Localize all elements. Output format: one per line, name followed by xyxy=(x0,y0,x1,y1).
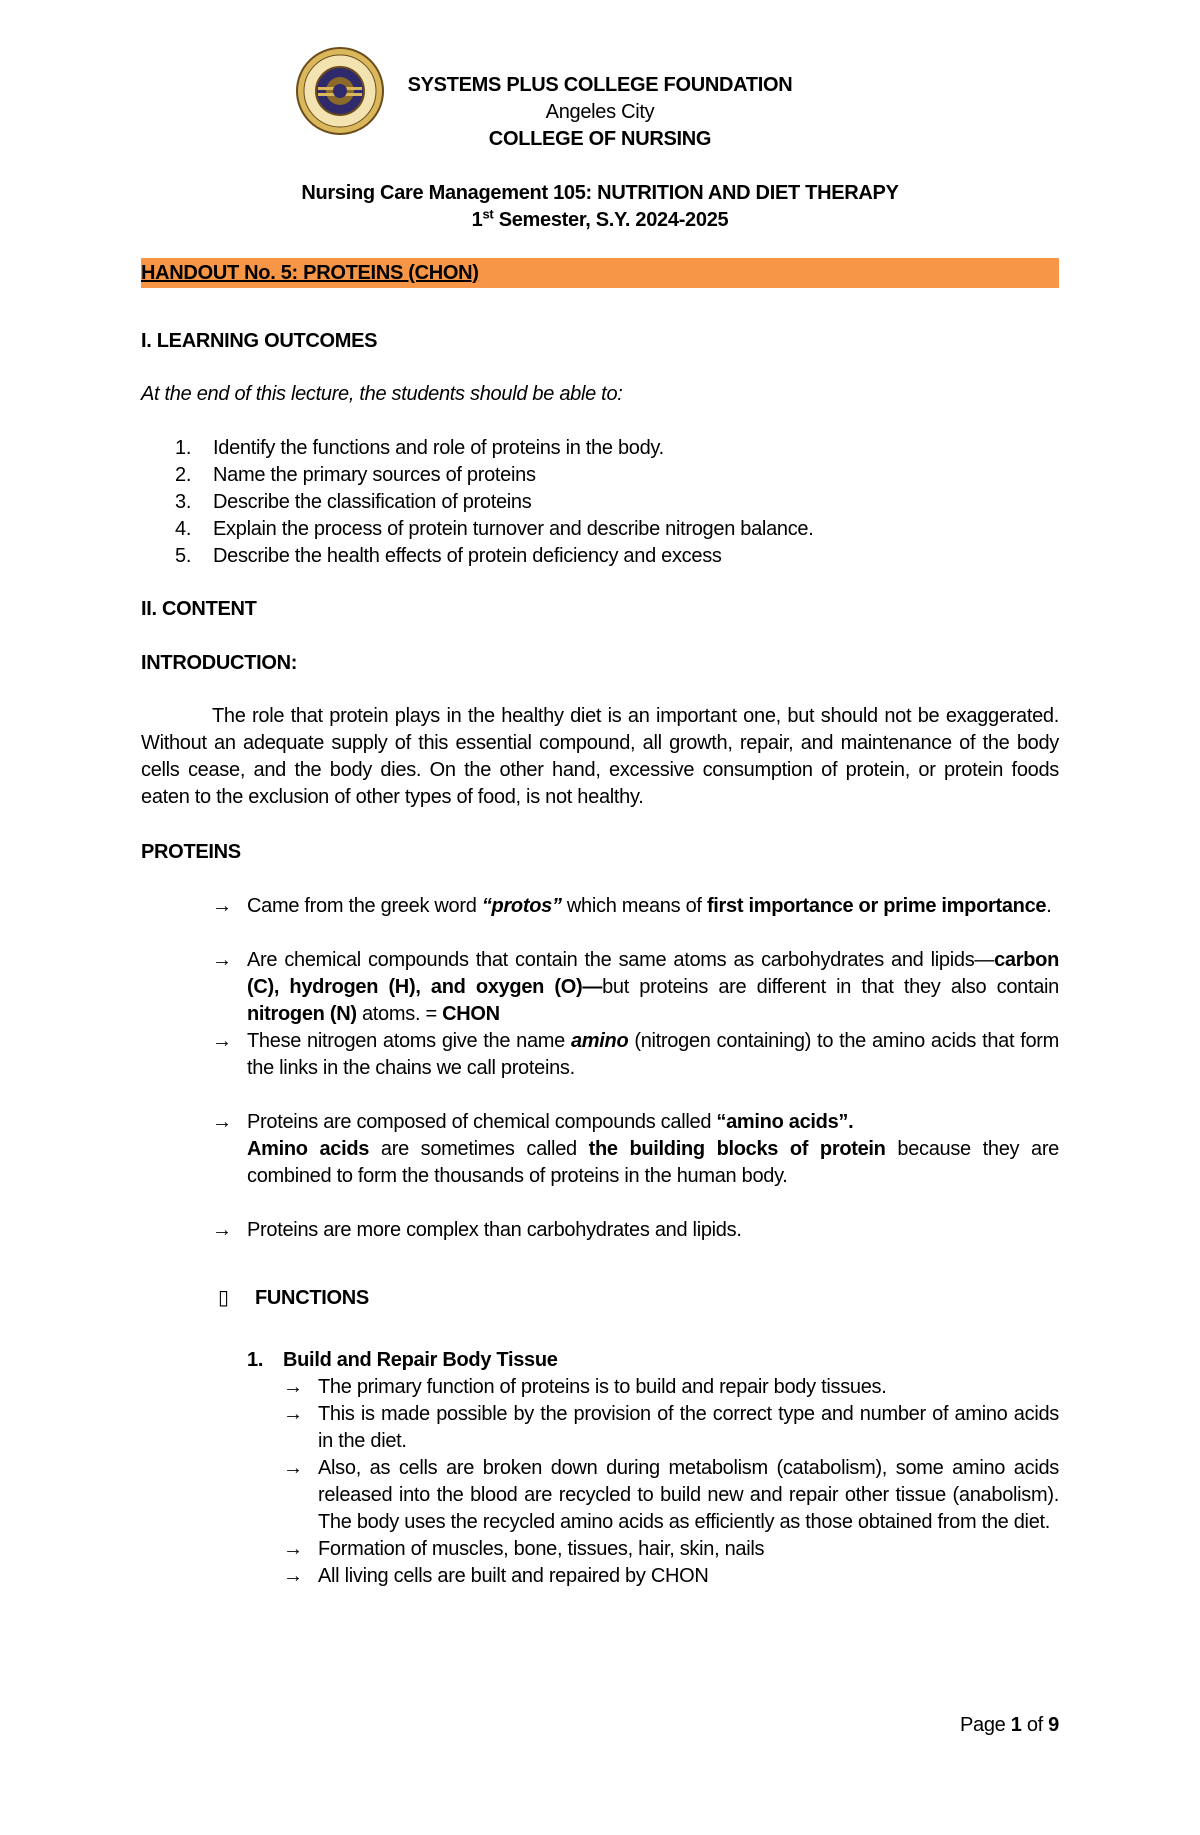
protein-point-4 xyxy=(247,1109,1059,1136)
list-number: 4. xyxy=(175,518,192,540)
arrow-bullet-icon: → xyxy=(283,1376,303,1398)
function-detail: All living cells are built and repaired by CHON xyxy=(318,1565,709,1587)
text: CHON xyxy=(442,1003,500,1025)
text: carbon (C), hydrogen (H), and oxygen (O)— xyxy=(247,949,1059,998)
page-number xyxy=(960,1712,1059,1739)
text: amino xyxy=(570,1030,629,1052)
proteins-heading: PROTEINS xyxy=(141,841,241,863)
list-text: Explain the process of protein turnover and describe nitrogen balance. xyxy=(213,518,814,540)
outcomes-heading: I. LEARNING OUTCOMES xyxy=(141,330,378,352)
protein-point-2 xyxy=(247,947,1059,1028)
text: “protos” xyxy=(481,895,562,917)
protein-point-5: Proteins are more complex than carbohydrates and lipids. xyxy=(247,1219,742,1241)
list-number: 5. xyxy=(175,545,192,567)
current-page: 1 xyxy=(1010,1714,1022,1736)
handout-title: HANDOUT No. 5: PROTEINS (CHON) xyxy=(141,262,479,284)
function-number: 1. xyxy=(247,1349,264,1371)
text: Came from the greek word xyxy=(247,895,482,917)
arrow-bullet-icon: → xyxy=(283,1538,303,1560)
college-name: COLLEGE OF NURSING xyxy=(488,128,712,150)
semester-number: 1 xyxy=(471,209,483,231)
text: . xyxy=(1046,895,1052,917)
list-text: Name the primary sources of proteins xyxy=(213,464,536,486)
protein-point-3 xyxy=(247,1028,1059,1082)
function-title: Build and Repair Body Tissue xyxy=(283,1349,558,1371)
list-text: Describe the classification of proteins xyxy=(213,491,532,513)
list-text: Identify the functions and role of proteins in the body. xyxy=(213,437,664,459)
arrow-bullet-icon: → xyxy=(212,949,232,971)
handout-banner xyxy=(141,258,1059,288)
arrow-bullet-icon: → xyxy=(212,1030,232,1052)
semester-text: Semester, S.Y. 2024-2025 xyxy=(493,209,729,231)
course-title: Nursing Care Management 105: NUTRITION AND DIET THERAPY xyxy=(301,182,899,204)
list-number: 3. xyxy=(175,491,192,513)
text: Proteins are composed of chemical compounds called xyxy=(247,1111,717,1133)
text: which means of xyxy=(561,895,707,917)
introduction-paragraph: The role that protein plays in the healthy diet is an important one, but should not be exaggerated. Without an adequate supply of this essential compound, all growth, repair, and maintenance of the body cells cease, and the body dies. On the other hand, excessive consumption of protein, or protein foods eaten to the exclusion of other types of food, is not healthy. xyxy=(141,705,1059,808)
text: “amino acids”. xyxy=(716,1111,854,1133)
outcomes-list xyxy=(175,435,814,570)
text: Are chemical compounds that contain the same atoms as carbohydrates and lipids— xyxy=(247,949,995,971)
list-text: Describe the health effects of protein deficiency and excess xyxy=(213,545,722,567)
arrow-bullet-icon: → xyxy=(212,1219,232,1241)
list-item xyxy=(175,489,814,516)
box-bullet-icon: ▯ xyxy=(218,1287,229,1309)
text: because they are combined to form the thousands of proteins in the human body. xyxy=(247,1138,1059,1187)
text: These nitrogen atoms give the name xyxy=(247,1030,571,1052)
function-detail: This is made possible by the provision of the correct type and number of amino acids in the diet. xyxy=(318,1403,1059,1452)
arrow-bullet-icon: → xyxy=(283,1565,303,1587)
list-number: 2. xyxy=(175,464,192,486)
introduction-heading: INTRODUCTION: xyxy=(141,652,298,674)
text: (nitrogen containing) to the amino acids that form the links in the chains we call proteins. xyxy=(247,1030,1060,1079)
arrow-bullet-icon: → xyxy=(283,1403,303,1425)
text: atoms. = xyxy=(356,1003,443,1025)
arrow-bullet-icon: → xyxy=(283,1457,303,1479)
functions-heading: FUNCTIONS xyxy=(255,1287,369,1309)
institution-name: SYSTEMS PLUS COLLEGE FOUNDATION xyxy=(407,74,793,96)
content-heading: II. CONTENT xyxy=(141,598,257,620)
function-detail: Formation of muscles, bone, tissues, hair, skin, nails xyxy=(318,1538,765,1560)
arrow-bullet-icon: → xyxy=(212,1111,232,1133)
text: nitrogen (N) xyxy=(247,1003,357,1025)
list-item xyxy=(175,516,814,543)
page-label: Page xyxy=(959,1714,1011,1736)
protein-point-1 xyxy=(247,893,1059,920)
list-number: 1. xyxy=(175,437,192,459)
text: Amino acids xyxy=(247,1138,370,1160)
text: the building blocks of protein xyxy=(588,1138,886,1160)
function-detail: The primary function of proteins is to build and repair body tissues. xyxy=(318,1376,887,1398)
page-of: of xyxy=(1021,1714,1049,1736)
function-detail: Also, as cells are broken down during metabolism (catabolism), some amino acids released into the blood are recycled to build new and repair other tissue (anabolism). The body uses the recycled amino acids as efficiently as those obtained from the diet. xyxy=(318,1457,1059,1533)
semester-superscript: st xyxy=(482,206,494,222)
list-item xyxy=(175,462,814,489)
text: first importance or prime importance xyxy=(706,895,1047,917)
total-pages: 9 xyxy=(1048,1714,1059,1736)
protein-point-4-detail xyxy=(247,1136,1059,1190)
institution-city: Angeles City xyxy=(545,101,655,123)
text: but proteins are different in that they also contain xyxy=(602,976,1060,998)
arrow-bullet-icon: → xyxy=(212,895,232,917)
semester-line xyxy=(0,207,1200,234)
list-item xyxy=(175,543,814,570)
text: are sometimes called xyxy=(369,1138,589,1160)
outcomes-intro: At the end of this lecture, the students should be able to: xyxy=(141,383,623,405)
list-item xyxy=(175,435,814,462)
